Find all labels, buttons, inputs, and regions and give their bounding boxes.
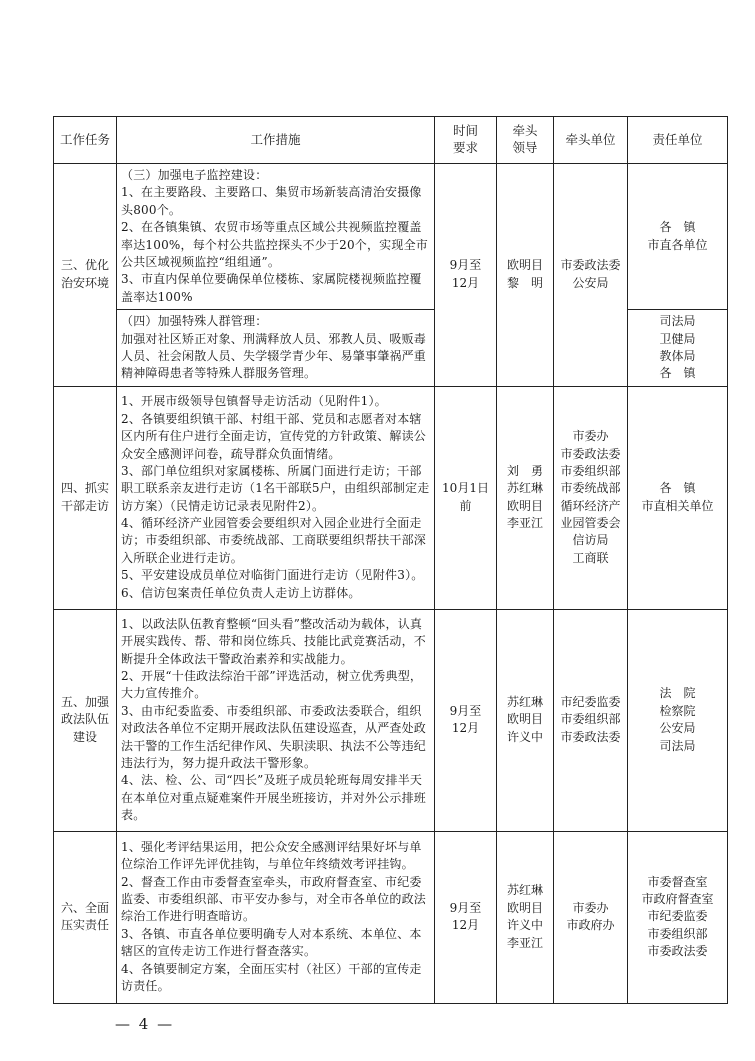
measure-line: 4、各镇要制定方案，全面压实村（社区）干部的宣传走访责任。 <box>121 961 422 994</box>
lead-unit-cell: 市纪委监委 市委组织部 市委政法委 <box>554 609 628 831</box>
resp-unit-cell: 各 镇 市直各单位 <box>628 164 728 310</box>
task-cell: 四、抓实 干部走访 <box>54 386 117 609</box>
task-cell: 六、全面 压实责任 <box>54 831 117 1003</box>
table-row <box>54 609 728 831</box>
header-task: 工作任务 <box>54 117 117 164</box>
measure-line: 6、信访包案责任单位负责人走访上访群体。 <box>121 585 361 600</box>
measure-line: 1、在主要路段、主要路口、集贸市场新装高清治安摄像头800个。 <box>121 185 422 217</box>
time-cell: 9月至 12月 <box>435 609 497 831</box>
table-row <box>54 831 728 1003</box>
header-resp-unit: 责任单位 <box>628 117 728 164</box>
measure-line: 3、市直内保单位要确保单位楼栋、家属院楼视频监控覆盖率达100% <box>121 272 422 304</box>
time-cell: 9月至 12月 <box>435 164 497 387</box>
lead-unit-cell: 市委办 市政府办 <box>554 831 628 1003</box>
measure-line: 1、强化考评结果运用，把公众安全感测评结果好坏与单位综治工作评先评优挂钩，与单位年终绩效考评挂钩。 <box>121 839 422 872</box>
measure-line: 4、法、检、公、司“四长”及班子成员轮班每周安排半天在本单位对重点疑难案件开展坐班接访，并对外公示排班表。 <box>121 773 427 823</box>
resp-unit-cell: 各 镇 市直相关单位 <box>628 386 728 609</box>
time-cell: 9月至 12月 <box>435 831 497 1003</box>
header-leaders: 牵头 领导 <box>497 117 554 164</box>
resp-unit-cell: 法 院 检察院 公安局 司法局 <box>628 609 728 831</box>
measure-line: （四）加强特殊人群管理： <box>121 314 268 329</box>
measures-cell <box>117 310 435 387</box>
lead-unit-cell: 市委政法委 公安局 <box>554 164 628 387</box>
measure-line: 3、各镇、市直各单位要明确专人对本系统、本单位、本辖区的宣传走访工作进行督查落实。 <box>121 926 422 959</box>
measure-line: （三）加强电子监控建设： <box>121 168 268 182</box>
header-time: 时间 要求 <box>435 117 497 164</box>
task-cell: 三、优化 治安环境 <box>54 164 117 387</box>
time-cell: 10月1日 前 <box>435 386 497 609</box>
resp-unit-cell: 市委督查室 市政府督查室 市纪委监委 市委组织部 市委政法委 <box>628 831 728 1003</box>
measure-line: 2、开展“十佳政法综治干部”评选活动，树立优秀典型，大力宣传推介。 <box>121 669 423 701</box>
table-header-row <box>54 117 728 164</box>
measure-line: 4、循环经济产业园管委会要组织对入园企业进行全面走访；市委组织部、市委统战部、工商联要组织帮扶干部深入所联企业进行走访。 <box>121 516 427 565</box>
measures-cell <box>117 164 435 310</box>
table-row <box>54 386 728 609</box>
measure-line: 3、由市纪委监委、市委组织部、市委政法委联合，组织对政法各单位不定期开展政法队伍建设巡查，从严查处政法干警的工作生活纪律作风、失职渎职、执法不公等违纪违法行为，努力提升政法干警形象。 <box>121 703 427 770</box>
page-number: — 4 — <box>115 1015 175 1033</box>
measure-line: 3、部门单位组织对家属楼栋、所属门面进行走访；干部职工联系亲友进行走访（1名干部联5户，由组织部制定走访方案）（民情走访记录表见附件2）。 <box>121 463 430 513</box>
measure-line: 2、各镇要组织镇干部、村组干部、党员和志愿者对本辖区内所有住户进行全面走访，宣传党的方针政策、解读公众安全感测评问卷，疏导群众负面情绪。 <box>121 411 427 461</box>
measure-line: 1、开展市级领导包镇督导走访活动（见附件1）。 <box>121 394 387 409</box>
table-row <box>54 164 728 310</box>
leaders-cell: 刘 勇 苏红琳 欧明目 李亚江 <box>497 386 554 609</box>
leaders-cell: 苏红琳 欧明目 许义中 李亚江 <box>497 831 554 1003</box>
header-lead-unit: 牵头单位 <box>554 117 628 164</box>
measure-line: 5、平安建设成员单位对临街门面进行走访（见附件3）。 <box>121 568 424 583</box>
leaders-cell: 欧明目 黎 明 <box>497 164 554 387</box>
task-cell: 五、加强 政法队伍 建设 <box>54 609 117 831</box>
measures-cell <box>117 831 435 1003</box>
work-plan-table <box>53 116 728 1004</box>
measures-cell <box>117 609 435 831</box>
measures-cell <box>117 386 435 609</box>
leaders-cell: 苏红琳 欧明目 许义中 <box>497 609 554 831</box>
lead-unit-cell: 市委办 市委政法委 市委组织部 市委统战部 循环经济产 业园管委会 信访局 工商联 <box>554 386 628 609</box>
measure-line: 1、以政法队伍教育整顿“回头看”整改活动为载体，认真开展实践传、帮、带和岗位练兵、技能比武竞赛活动，不断提升全体政法干警政治素养和实战能力。 <box>121 616 427 666</box>
measure-line: 2、督查工作由市委督查室牵头，市政府督查室、市纪委监委、市委组织部、市平安办参与，对全市各单位的政法综治工作进行明查暗访。 <box>121 874 427 924</box>
resp-unit-cell: 司法局 卫健局 教体局 各 镇 <box>628 310 728 387</box>
measure-line: 加强对社区矫正对象、刑满释放人员、邪教人员、吸贩毒人员、社会闲散人员、失学辍学青少年、易肇事肇祸严重精神障碍患者等特殊人群服务管理。 <box>121 331 427 381</box>
measure-line: 2、在各镇集镇、农贸市场等重点区域公共视频监控覆盖率达100%，每个村公共监控探头不少于20个，实现全市公共区域视频监控“组组通”。 <box>121 220 428 269</box>
header-measures: 工作措施 <box>117 117 435 164</box>
